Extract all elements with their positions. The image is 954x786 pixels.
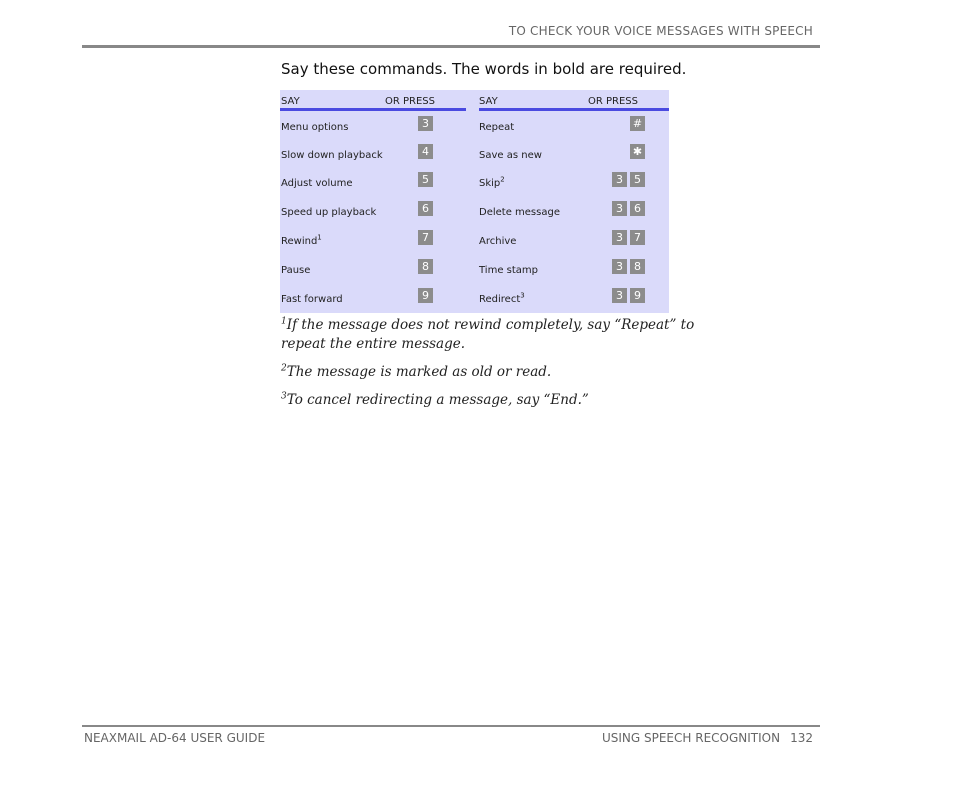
header-divider	[82, 45, 820, 48]
command-text: Speed up playback	[281, 207, 377, 218]
footnote-ref: 1	[317, 233, 322, 242]
page-number: 132	[790, 731, 813, 745]
command-text: Rewind	[281, 236, 318, 247]
keypad-keys-repeat	[630, 116, 645, 131]
keypad-key-6: 6	[630, 201, 645, 216]
footer-divider	[82, 725, 820, 727]
col-header-say-right: SAY	[479, 96, 498, 107]
keypad-keys-fast-forward	[418, 288, 433, 303]
col-header-say-left: SAY	[281, 96, 300, 107]
command-text: Time stamp	[479, 265, 538, 276]
star-key-icon: ✱	[630, 144, 645, 159]
command-label-time-stamp	[479, 265, 538, 276]
keypad-keys-redirect	[612, 288, 645, 303]
intro-text: Say these commands. The words in bold are required.	[281, 60, 687, 78]
footnote-2-text: The message is marked as old or read.	[286, 364, 552, 380]
keypad-key-7: 7	[418, 230, 433, 245]
keypad-key-3: 3	[612, 259, 627, 274]
keypad-key-5: 5	[418, 172, 433, 187]
command-label-speed-up-playback	[281, 207, 376, 218]
keypad-key-3: 3	[612, 201, 627, 216]
command-text: Redirect	[479, 294, 521, 305]
keypad-key-4: 4	[418, 144, 433, 159]
keypad-key-7: 7	[630, 230, 645, 245]
command-text: Menu options	[281, 122, 349, 133]
keypad-keys-rewind	[418, 230, 433, 245]
keypad-keys-save-as-new	[630, 144, 645, 159]
footnotes	[281, 316, 741, 419]
footnote-3-number: 3	[281, 391, 287, 402]
footer-section-title: USING SPEECH RECOGNITION	[601, 731, 781, 745]
command-text: Adjust volume	[281, 178, 353, 189]
keypad-keys-slow-down-playback	[418, 144, 433, 159]
keypad-keys-archive	[612, 230, 645, 245]
keypad-keys-skip	[612, 172, 645, 187]
keypad-key-3: 3	[612, 230, 627, 245]
command-label-delete-message	[479, 207, 560, 218]
keypad-keys-speed-up-playback	[418, 201, 433, 216]
command-text: Save as new	[479, 150, 542, 161]
keypad-key-5: 5	[630, 172, 645, 187]
header-underline-right	[479, 108, 669, 111]
command-label-slow-down-playback	[281, 150, 383, 161]
command-label-repeat	[479, 122, 514, 133]
footnote-1-text: If the message does not rewind completely, say “Repeat” to repeat the entire message.	[281, 317, 695, 352]
footnote-3	[281, 391, 741, 410]
command-text: Skip	[479, 178, 501, 189]
footer-section	[602, 731, 813, 745]
page-header-title: TO CHECK YOUR VOICE MESSAGES WITH SPEECH	[508, 24, 813, 38]
command-label-menu-options	[281, 122, 348, 133]
command-label-fast-forward	[281, 294, 343, 305]
footnote-1-number: 1	[281, 316, 287, 327]
command-label-adjust-volume	[281, 178, 352, 189]
keypad-key-9: 9	[630, 288, 645, 303]
command-text: Repeat	[479, 122, 515, 133]
keypad-key-8: 8	[630, 259, 645, 274]
command-text: Pause	[281, 265, 311, 276]
col-header-press-right: OR PRESS	[588, 96, 638, 107]
command-label-pause	[281, 265, 310, 276]
keypad-key-8: 8	[418, 259, 433, 274]
command-label-rewind	[281, 233, 322, 247]
footer-guide-title: NEAXMAIL AD-64 USER GUIDE	[84, 731, 266, 745]
command-text: Delete message	[479, 207, 560, 218]
keypad-key-9: 9	[418, 288, 433, 303]
command-label-archive	[479, 236, 516, 247]
keypad-key-6: 6	[418, 201, 433, 216]
keypad-key-3: 3	[612, 172, 627, 187]
command-label-save-as-new	[479, 150, 542, 161]
keypad-keys-adjust-volume	[418, 172, 433, 187]
pound-key-icon: #	[630, 116, 645, 131]
keypad-key-3: 3	[418, 116, 433, 131]
keypad-key-3: 3	[612, 288, 627, 303]
keypad-keys-menu-options	[418, 116, 433, 131]
command-text: Archive	[479, 236, 517, 247]
command-label-skip	[479, 175, 505, 189]
keypad-keys-time-stamp	[612, 259, 645, 274]
footnote-2	[281, 363, 741, 382]
header-underline-left	[280, 108, 466, 111]
command-text: Slow down playback	[281, 150, 383, 161]
command-label-redirect	[479, 291, 525, 305]
keypad-keys-pause	[418, 259, 433, 274]
footnote-1	[281, 316, 741, 354]
footnote-ref: 3	[520, 291, 525, 300]
col-header-press-left: OR PRESS	[385, 96, 435, 107]
footnote-ref: 2	[500, 175, 505, 184]
command-text: Fast forward	[281, 294, 343, 305]
footnote-2-number: 2	[281, 363, 287, 374]
keypad-keys-delete-message	[612, 201, 645, 216]
footnote-3-text: To cancel redirecting a message, say “End.”	[286, 392, 589, 408]
